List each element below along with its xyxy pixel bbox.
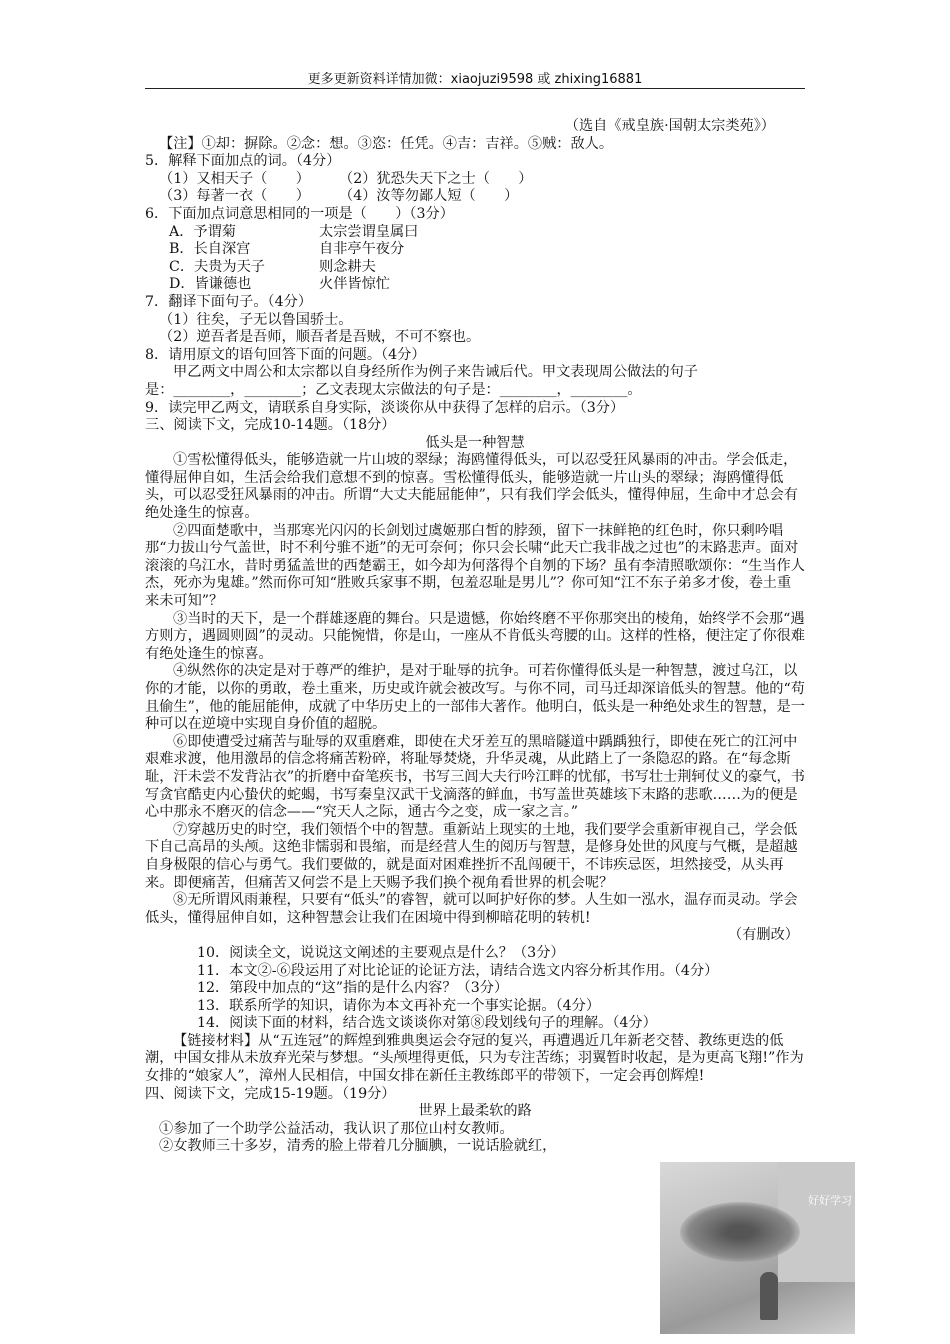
q7-item-1: （1）往矣，子无以鲁国骄士。 xyxy=(159,311,353,328)
document-body xyxy=(145,118,805,1156)
annotation-note: 【注】①却：摒除。②念：想。③恣：任凭。④吉：吉祥。⑤贼：敌人。 xyxy=(159,135,614,152)
photo-sign: 好好学习 xyxy=(808,1194,852,1207)
q5-title: 5．解释下面加点的词。（4分） xyxy=(145,153,341,170)
q6-option-a-right: 太宗尝谓皇属曰 xyxy=(319,223,419,240)
q8-line-1: 甲乙两文中周公和太宗都以自身经所作为例子来告诫后代。甲文表现周公做法的句子 xyxy=(173,364,698,381)
article-1-paragraph-2: ②四面楚歌中，当那寒光闪闪的长剑划过虞姬那白皙的脖颈，留下一抹鲜艳的红色时，你只剩吟唱那“力拔山兮气盖世，时不利兮骓不逝”的无可奈何；你只会长啸“此天亡我非战之过也”的末路悲声。面对滚滚的乌江水，昔时勇猛盖世的西楚霸王，如今却为何落得个自刎的下场？虽有李清照歌颂你：“生当作人杰，死亦为鬼雄。”然而你可知“胜败兵家事不期，包羞忍耻是男儿”？你可知“江不东子弟多才俊，卷土重来未可知”？ xyxy=(145,522,805,610)
section-4-title: 四、阅读下文，完成15-19题。（19分） xyxy=(145,1085,396,1102)
article-1-paragraph-1: ①雪松懂得低头，能够造就一片山坡的翠绿；海鸥懂得低头，可以忍受狂风暴雨的冲击。学会低走，懂得屈伸自如，生活会给我们意想不到的惊喜。雪松懂得低头，能够造就一片山头的翠绿；海鸥懂得低头，可以忍受狂风暴雨的冲击。所谓“大丈夫能屈能伸”，只有我们学会低头，懂得伸屈，生命中才总会有绝处逢生的惊喜。 xyxy=(145,452,798,522)
question-12: 12．第段中加点的“这”指的是什么内容？（3分） xyxy=(197,980,509,997)
q7-item-2: （2）逆吾者是吾师，顺吾者是吾贼，不可不察也。 xyxy=(159,329,481,346)
article-2-paragraph-1: ①参加了一个助学公益活动，我认识了那位山村女教师。 xyxy=(159,1120,514,1137)
photo-students xyxy=(680,1202,800,1262)
q9: 9．读完甲乙两文，请联系自身实际，淡谈你从中获得了怎样的启示。（3分） xyxy=(145,399,625,416)
q5-row-1 xyxy=(145,171,805,189)
article-2-paragraph-2: ②女教师三十多岁，清秀的脸上带着几分腼腆，一说话脸就红， xyxy=(159,1138,557,1155)
q8-title: 8．请用原文的语句回答下面的问题。（4分） xyxy=(145,346,426,363)
q5-item-1: （1）又相天子（ ） xyxy=(159,170,310,187)
revised-note: （有删改） xyxy=(728,927,799,944)
article-1-paragraph-8: ⑧无所谓风雨兼程，只要有“低头”的睿智，就可以呵护好你的梦。人生如一泓水，温存而灵动。学会低头，懂得屈伸自如，这种智慧会让我们在困境中得到柳暗花明的转机! xyxy=(145,892,798,926)
q6-option-b-left: B．长自深宫 xyxy=(169,241,251,258)
q5-item-4: （4）汝等勿鄙人短（ ） xyxy=(339,188,519,205)
q6-option-d xyxy=(145,276,805,294)
q7-title: 7．翻译下面句子。（4分） xyxy=(145,293,313,310)
q6-option-d-right: 火伴皆惊忙 xyxy=(319,276,390,293)
q8-line-2: 是：________，________；乙文表现太宗做法的句子是：________，________。 xyxy=(145,381,642,398)
q6-option-b xyxy=(145,241,805,259)
article-1-paragraph-6: ⑥即使遭受过痛苦与耻辱的双重磨难，即使在犬牙差互的黑暗隧道中踽踽独行，即使在死亡的江河中艰难求渡，他用激昂的信念将痛苦粉碎，将耻辱焚烧，升华灵魂，从此踏上了一条隐忍的路。在“每念斯耻，汗未尝不发背沾衣”的折磨中奋笔疾书，书写三闾大夫行吟江畔的忧郁，书写壮士荆轲仗义的豪气，书写贪官酷吏内心蛰伏的蛇蝎，书写秦皇汉武干戈滴落的鲜血，书写盖世英雄垓下末路的悲歌……为的便是心中那永不磨灭的信念——“究天人之际，通古今之变，成一家之言。” xyxy=(145,733,805,821)
question-13: 13．联系所学的知识，请你为本文再补充一个事实论据。（4分） xyxy=(197,997,601,1014)
link-material: 【链接材料】从“五连冠”的辉煌到雅典奥运会夺冠的复兴，再遭遇近几年新老交替、教练更迭的低潮，中国女排从未放弃光荣与梦想。“头颅埋得更低，只为专注苦练；羽翼暂时收起，是为更高飞翔!”作为女排的“娘家人”，漳州人民相信，中国女排在新任主教练郎平的带领下，一定会再创辉煌! xyxy=(145,1032,804,1085)
article-1-paragraph-4: ④纵然你的决定是对于尊严的维护，是对于耻辱的抗争。可若你懂得低头是一种智慧，渡过乌江，以你的才能，以你的勇敢，卷土重来，历史或许就会被改写。与你不同，司马迁却深谙低头的智慧。他的“苟且偷生”，他的能屈能伸，成就了中华历史上的一部伟大著作。他明白，低头是一种绝处求生的智慧，是一种可以在逆境中实现自身价值的超脱。 xyxy=(145,663,805,733)
page-header: 更多更新资料详情加微：xiaojuzi9598 或 zhixing16881 xyxy=(307,72,643,87)
article-1-paragraph-7: ⑦穿越历史的时空，我们领悟个中的智慧。重新站上现实的土地，我们要学会重新审视自己，学会低下自己高昂的头颅。这绝非懦弱和畏缩，而是经营人生的阅历与智慧，是修身处世的风度与气概，是超越自身极限的信心与勇气。我们要做的，就是面对困难挫折不乱闯硬干，不讳疾忌医，坦然接受，从头再来。即便痛苦，但痛苦又何尝不是上天赐予我们换个视角看世界的机会呢？ xyxy=(145,821,798,891)
q6-option-d-left: D．皆谦德也 xyxy=(169,276,252,293)
question-10: 10．阅读全文，说说这文阐述的主要观点是什么？（3分） xyxy=(197,944,565,961)
q6-option-b-right: 自非亭午夜分 xyxy=(319,241,405,258)
classroom-photo xyxy=(660,1162,855,1334)
photo-teacher-figure xyxy=(760,1272,778,1320)
q6-option-c-right: 则念耕夫 xyxy=(319,258,376,275)
article-title-2: 世界上最柔软的路 xyxy=(418,1103,532,1120)
q5-item-2: （2）犹恐失天下之士（ ） xyxy=(339,170,533,187)
q6-option-c-left: C．夫贵为天子 xyxy=(169,258,265,275)
q6-option-a-left: A．予谓菊 xyxy=(169,223,236,240)
article-title-1: 低头是一种智慧 xyxy=(425,434,525,451)
question-14: 14．阅读下面的材料，结合选文谈谈你对第⑧段划线句子的理解。（4分） xyxy=(197,1015,657,1032)
article-1-paragraph-3: ③当时的天下，是一个群雄逐鹿的舞台。只是遗憾，你始终磨不平你那突出的棱角，始终学不会那“遇方则方，遇圆则圆”的灵动。只能惋惜，你是山，一座从不肯低头弯腰的山。这样的性格，便注定了你很难有绝处逢生的惊喜。 xyxy=(145,610,805,662)
header-rule xyxy=(145,88,805,89)
q5-item-3: （3）每著一衣（ ） xyxy=(159,188,310,205)
q6-option-c xyxy=(145,259,805,277)
q5-row-2 xyxy=(145,188,805,206)
source-citation: （选自《戒皇族·国朝太宗类苑》） xyxy=(564,118,775,134)
q6-option-a xyxy=(145,224,805,242)
question-11: 11．本文②-⑥段运用了对比论证的论证方法，请结合选文内容分析其作用。（4分） xyxy=(197,962,719,979)
q6-title: 6．下面加点词意思相同的一项是（ ）（3分） xyxy=(145,205,454,222)
section-3-title: 三、阅读下文，完成10-14题。（18分） xyxy=(145,417,396,434)
